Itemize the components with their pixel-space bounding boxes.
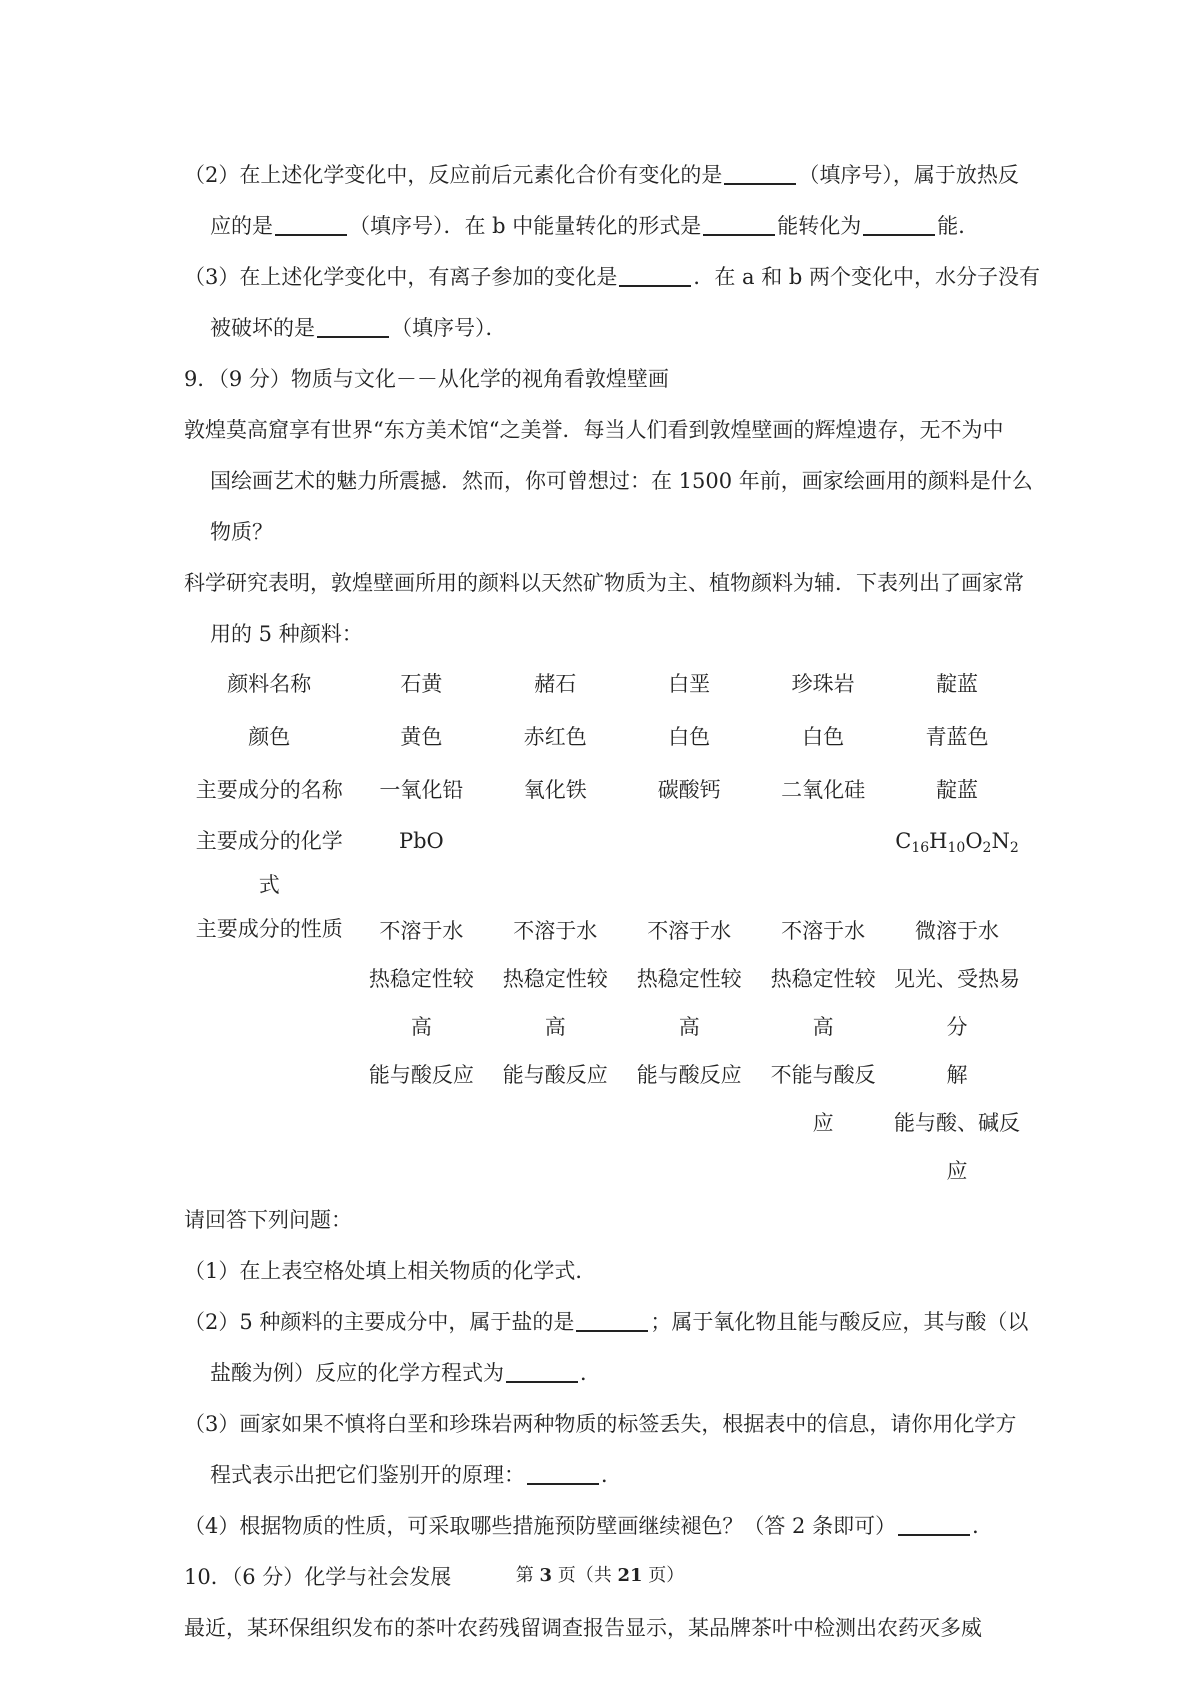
property-line: 高 xyxy=(544,1015,566,1039)
property-line: 能与酸、碱反应 xyxy=(894,1111,1021,1183)
text-line-q8-3 xyxy=(184,252,1041,303)
property-line: 微溶于水 xyxy=(915,919,1000,943)
property-line: 高 xyxy=(678,1015,700,1039)
text-segment: 物质？ xyxy=(210,520,273,544)
property-line: 能与酸反应 xyxy=(368,1063,474,1087)
text-segment: 程式表示出把它们鉴别开的原理： xyxy=(210,1463,525,1487)
table-row-name xyxy=(184,660,1024,713)
text-line-q9-2 xyxy=(184,1297,1029,1348)
text-line-q9-p2b xyxy=(184,609,1026,660)
text-segment: 能． xyxy=(937,214,980,238)
text-line-q9-3b xyxy=(184,1450,1026,1501)
cell-name: 靛蓝 xyxy=(936,672,979,696)
row-header: 颜料名称 xyxy=(227,672,312,696)
cell-color: 白色 xyxy=(668,725,711,749)
property-line: 不溶于水 xyxy=(647,919,732,943)
cell-name: 石黄 xyxy=(400,672,443,696)
text-line-q9-2b xyxy=(184,1348,1026,1399)
text-line-q8-3b xyxy=(184,303,1026,354)
cell-formula: PbO xyxy=(398,829,444,853)
answer-blank[interactable] xyxy=(275,234,347,236)
document-body xyxy=(184,150,1041,1654)
text-segment: （4）根据物质的性质，可采取哪些措施预防壁画继续褪色？（答 2 条即可） xyxy=(184,1514,897,1538)
cell-color: 白色 xyxy=(802,725,845,749)
table-row-properties xyxy=(184,907,1024,1195)
text-segment: 最近，某环保组织发布的茶叶农药残留调查报告显示，某品牌茶叶中检测出农药灭多威 xyxy=(184,1616,982,1640)
text-segment: （填序号）．在 b 中能量转化的形式是 xyxy=(349,214,702,238)
text-line-q9-p1b xyxy=(184,456,1033,507)
text-segment: 9．（9 分）物质与文化－－从化学的视角看敦煌壁画 xyxy=(184,367,669,391)
cell-props xyxy=(488,907,622,1195)
text-segment: ；属于氧化物且能与酸反应，其与酸（以 xyxy=(650,1310,1029,1334)
answer-blank[interactable] xyxy=(898,1534,970,1536)
text-line-q9-title xyxy=(184,354,1026,405)
cell-props xyxy=(354,907,488,1195)
text-line-q8-2b xyxy=(184,201,1026,252)
text-line-q10-p1 xyxy=(184,1603,1026,1654)
row-header-line: 式 xyxy=(258,873,280,897)
row-header-formula xyxy=(184,819,354,907)
text-line-q9-3 xyxy=(184,1399,1026,1450)
row-header-line: 主要成分的化学 xyxy=(195,829,343,853)
row-header: 主要成分的名称 xyxy=(195,778,343,802)
text-segment: （2）5 种颜料的主要成分中，属于盐的是 xyxy=(184,1310,575,1334)
text-line-q9-p1c xyxy=(184,507,1026,558)
property-line: 热稳定性较 xyxy=(368,967,474,991)
text-segment: 盐酸为例）反应的化学方程式为 xyxy=(210,1361,504,1385)
answer-blank[interactable] xyxy=(576,1330,648,1332)
cell-props xyxy=(890,907,1024,1195)
text-segment: （填序号），属于放热反 xyxy=(798,163,1019,187)
text-segment: 应的是 xyxy=(210,214,273,238)
cell-color: 青蓝色 xyxy=(925,725,989,749)
property-line: 见光、受热易分 xyxy=(894,967,1021,1039)
text-segment: 被破坏的是 xyxy=(210,316,315,340)
property-line: 热稳定性较 xyxy=(770,967,876,991)
property-line: 热稳定性较 xyxy=(636,967,742,991)
table-row-color xyxy=(184,713,1024,766)
property-line: 不能与酸反 xyxy=(770,1063,876,1087)
cell-color: 赤红色 xyxy=(523,725,587,749)
text-segment: 国绘画艺术的魅力所震撼．然而，你可曾想过：在 1500 年前，画家绘画用的颜料是什么 xyxy=(210,469,1033,493)
cell-color: 黄色 xyxy=(400,725,443,749)
answer-blank[interactable] xyxy=(619,285,691,287)
text-segment: 科学研究表明，敦煌壁画所用的颜料以天然矿物质为主、植物颜料为辅．下表列出了画家常 xyxy=(184,571,1024,595)
text-segment: ．在 a 和 b 两个变化中，水分子没有 xyxy=(693,265,1041,289)
cell-component: 氧化铁 xyxy=(523,778,587,802)
text-segment: 敦煌莫高窟享有世界“东方美术馆“之美誉．每当人们看到敦煌壁画的辉煌遗存，无不为中 xyxy=(184,418,1004,442)
table-row-component xyxy=(184,766,1024,819)
text-line-q9-1 xyxy=(184,1246,1026,1297)
text-segment: ． xyxy=(972,1514,994,1538)
cell-name: 赭石 xyxy=(534,672,577,696)
text-line-q9-p1a xyxy=(184,405,1026,456)
answer-blank[interactable] xyxy=(863,234,935,236)
text-line-q9-4 xyxy=(184,1501,1026,1552)
answer-blank[interactable] xyxy=(527,1483,599,1485)
cell-formula-blank xyxy=(756,819,890,907)
question-text-before-table xyxy=(184,150,1041,660)
footer-page-number: 3 xyxy=(539,1565,552,1586)
cell-props xyxy=(756,907,890,1195)
footer-middle: 页（共 xyxy=(552,1565,618,1586)
table-row-formula xyxy=(184,819,1024,907)
answer-blank[interactable] xyxy=(317,336,389,338)
text-segment: 用的 5 种颜料： xyxy=(210,622,363,646)
text-segment: （1）在上表空格处填上相关物质的化学式． xyxy=(184,1259,597,1283)
footer-prefix: 第 xyxy=(515,1565,540,1586)
property-line: 能与酸反应 xyxy=(502,1063,608,1087)
property-line: 能与酸反应 xyxy=(636,1063,742,1087)
text-line-q9-p2a xyxy=(184,558,1026,609)
property-line: 应 xyxy=(812,1111,834,1135)
text-segment: （2）在上述化学变化中，反应前后元素化合价有变化的是 xyxy=(184,163,723,187)
cell-component: 靛蓝 xyxy=(936,778,979,802)
cell-name: 珍珠岩 xyxy=(791,672,855,696)
cell-component: 碳酸钙 xyxy=(657,778,721,802)
cell-formula-indigo: $C_{16}H_{10}O_2N_2$ xyxy=(895,829,1019,856)
cell-component: 一氧化铅 xyxy=(379,778,464,802)
text-segment: ． xyxy=(580,1361,601,1385)
property-line: 高 xyxy=(410,1015,432,1039)
text-segment: 能转化为 xyxy=(777,214,862,238)
row-header: 主要成分的性质 xyxy=(195,917,343,941)
answer-blank[interactable] xyxy=(703,234,775,236)
property-line: 不溶于水 xyxy=(781,919,866,943)
text-segment: ． xyxy=(601,1463,622,1487)
answer-blank[interactable] xyxy=(724,183,796,185)
text-line-q9-ask xyxy=(184,1195,1026,1246)
cell-component: 二氧化硅 xyxy=(781,778,866,802)
cell-props xyxy=(622,907,756,1195)
property-line: 热稳定性较 xyxy=(502,967,608,991)
text-segment: 10．（6 分）化学与社会发展 xyxy=(184,1565,452,1589)
row-header: 颜色 xyxy=(248,725,291,749)
property-line: 不溶于水 xyxy=(379,919,464,943)
property-line: 不溶于水 xyxy=(513,919,598,943)
footer-suffix: 页） xyxy=(642,1565,685,1586)
text-segment: （3）画家如果不慎将白垩和珍珠岩两种物质的标签丢失，根据表中的信息，请你用化学方 xyxy=(184,1412,1017,1436)
property-line: 解 xyxy=(946,1063,968,1087)
cell-formula-blank xyxy=(488,819,622,907)
text-segment: 请回答下列问题： xyxy=(184,1208,352,1232)
cell-formula-blank xyxy=(622,819,756,907)
property-line: 高 xyxy=(812,1015,834,1039)
footer-total-pages: 21 xyxy=(617,1565,643,1586)
cell-name: 白垩 xyxy=(668,672,711,696)
pigment-table xyxy=(184,660,1024,1195)
text-segment: （3）在上述化学变化中，有离子参加的变化是 xyxy=(184,265,618,289)
text-segment: （填序号）． xyxy=(391,316,507,340)
page-footer xyxy=(0,1561,1200,1587)
text-line-q8-2 xyxy=(184,150,1026,201)
answer-blank[interactable] xyxy=(506,1381,578,1383)
